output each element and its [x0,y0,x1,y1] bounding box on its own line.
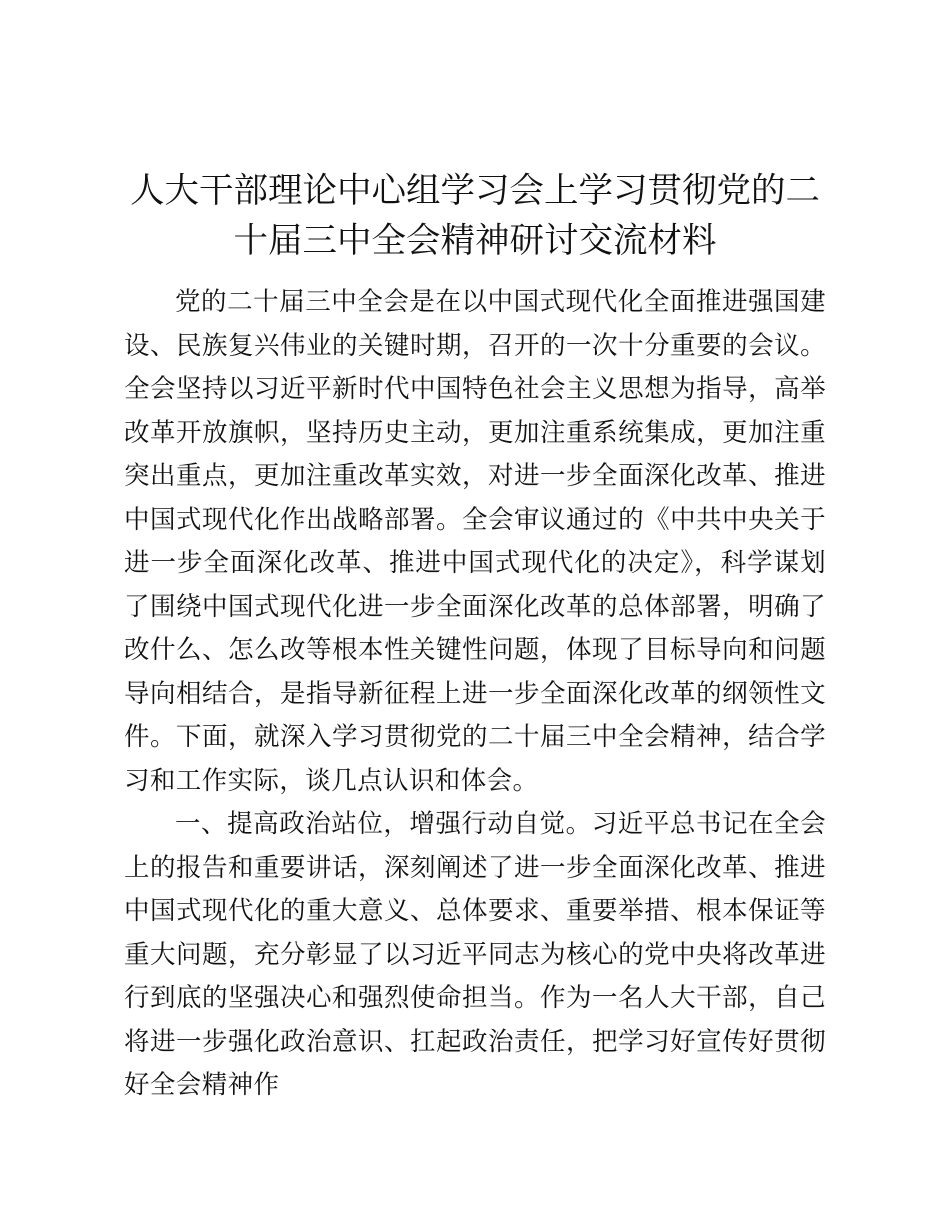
paragraph-text: 党的二十届三中全会是在以中国式现代化全面推进强国建设、民族复兴伟业的关键时期，召开的一次十分重要的会议。全会坚持以习近平新时代中国特色社会主义思想为指导，高举改革开放旗帜，坚持历史主动，更加注重系统集成，更加注重突出重点，更加注重改革实效，对进一步全面深化改革、推进中国式现代化作出战略部署。全会审议通过的《中共中央关于进一步全面深化改革、推进中国式现代化的决定》，科学谋划了围绕中国式现代化进一步全面深化改革的总体部署，明确了改什么、怎么改等根本性关键性问题，体现了目标导向和问题导向相结合，是指导新征程上进一步全面深化改革的纲领性文件。下面，就深入学习贯彻党的二十届三中全会精神，结合学习和工作实际，谈几点认识和体会。 [124,287,826,796]
section-heading: 一、提高政治站位，增强行动自觉。 [175,809,592,839]
paragraph-text: 习近平总书记在全会上的报告和重要讲话，深刻阐述了进一步全面深化改革、推进中国式现代化的重大意义、总体要求、重要举措、根本保证等重大问题，充分彰显了以习近平同志为核心的党中央将改革进行到底的坚强决心和强烈使命担当。作为一名人大干部，自己将进一步强化政治意识、扛起政治责任，把学习好宣传好贯彻好全会精神作 [124,809,826,1100]
paragraph-intro [124,281,826,803]
paragraph-section-1 [124,803,826,1108]
document-title: 人大干部理论中心组学习会上学习贯彻党的二十届三中全会精神研讨交流材料 [130,171,820,261]
document-body [124,281,826,1108]
